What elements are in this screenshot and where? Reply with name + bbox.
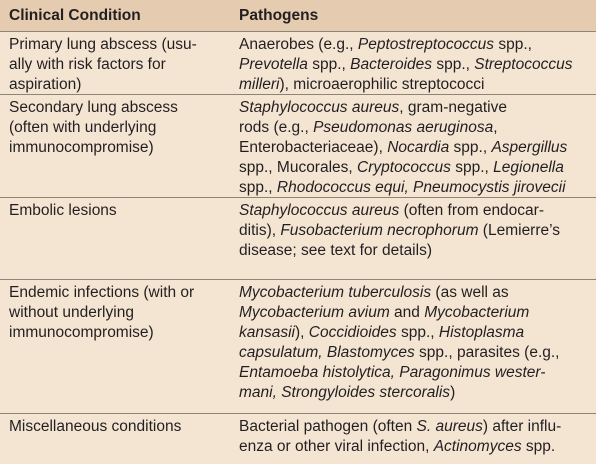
text: ,	[493, 119, 498, 136]
header-pathogens: Pathogens	[239, 7, 319, 24]
table-header	[0, 0, 596, 32]
italic-text: Histoplasma	[438, 324, 525, 341]
cell-line	[9, 303, 231, 323]
table-row	[0, 280, 596, 414]
table-row	[0, 95, 596, 198]
cell-line	[9, 35, 231, 55]
italic-text: Legionella	[493, 159, 564, 176]
cell-line	[239, 98, 591, 118]
condition-cell	[9, 201, 231, 221]
cell-line	[239, 178, 591, 198]
condition-cell	[9, 283, 231, 343]
italic-text: Coccidioides	[308, 324, 397, 341]
text: spp.,	[307, 56, 351, 73]
pathogens-cell	[239, 417, 591, 457]
italic-text: Rhodococcus equi, Pneumocystis jirovecii	[276, 179, 566, 196]
cell-line	[9, 417, 231, 437]
italic-text: kansasii	[239, 324, 295, 341]
cell-line	[239, 323, 591, 343]
cell-line	[239, 201, 591, 221]
cell-line	[239, 437, 591, 457]
italic-text: Mycobacterium tuberculosis	[239, 284, 432, 301]
pathogens-cell	[239, 98, 591, 198]
table-row	[0, 198, 596, 280]
italic-text: Nocardia	[387, 139, 450, 156]
cell-line	[239, 343, 591, 363]
italic-text: Actinomyces	[433, 438, 522, 455]
italic-text: Aspergillus	[491, 139, 568, 156]
italic-text: Cryptococcus	[357, 159, 451, 176]
text: aspiration)	[9, 76, 82, 93]
italic-text: Streptococcus	[474, 56, 573, 73]
text: spp.,	[239, 179, 277, 196]
table-row	[0, 32, 596, 95]
text: without underlying	[9, 304, 134, 321]
text: spp.,	[449, 139, 492, 156]
text: spp., parasites (e.g.,	[414, 344, 560, 361]
text: rods (e.g.,	[239, 119, 314, 136]
table-row	[0, 414, 596, 464]
italic-text: Mycobacterium avium	[239, 304, 390, 321]
italic-text: S. aureus	[416, 418, 483, 435]
cell-line	[9, 55, 231, 75]
cell-line	[9, 118, 231, 138]
cell-line	[239, 417, 591, 437]
italic-text: Fusobacterium necrophorum	[280, 222, 479, 239]
text: Endemic infections (with or	[9, 284, 195, 301]
italic-text: Staphylococcus aureus	[239, 202, 400, 219]
cell-line	[9, 323, 231, 343]
italic-text: Staphylococcus aureus	[239, 99, 400, 116]
condition-cell	[9, 417, 231, 437]
cell-line	[239, 55, 591, 75]
cell-line	[9, 98, 231, 118]
cell-line	[9, 283, 231, 303]
text: ditis),	[239, 222, 281, 239]
italic-text: mani, Strongyloides stercoralis	[239, 384, 451, 401]
pathogens-cell	[239, 283, 591, 403]
pathogens-cell	[239, 201, 591, 261]
cell-line	[9, 201, 231, 221]
italic-text: capsulatum, Blastomyces	[239, 344, 415, 361]
italic-text: Prevotella	[239, 56, 308, 73]
text: (often with underlying	[9, 119, 157, 136]
pathogens-cell	[239, 35, 591, 95]
text: ), microaerophilic streptococci	[279, 76, 485, 93]
cell-line	[9, 75, 231, 95]
text: spp.,	[494, 36, 532, 53]
italic-text: Bacteroides	[350, 56, 433, 73]
cell-line	[239, 241, 591, 261]
header-clinical-condition: Clinical Condition	[9, 7, 141, 24]
text: spp.	[521, 438, 556, 455]
text: spp.,	[450, 159, 494, 176]
text: Bacterial pathogen (often	[239, 418, 417, 435]
text: ally with risk factors for	[9, 56, 166, 73]
condition-cell	[9, 98, 231, 158]
text: and	[389, 304, 425, 321]
italic-text: Peptostreptococcus	[357, 36, 495, 53]
cell-line	[239, 75, 591, 95]
text: Secondary lung abscess	[9, 99, 178, 116]
text: ) after influ-	[482, 418, 562, 435]
text: (Lemierre’s	[478, 222, 561, 239]
text: Enterobacteriaceae),	[239, 139, 388, 156]
cell-line	[239, 221, 591, 241]
cell-line	[239, 283, 591, 303]
cell-line	[239, 158, 591, 178]
italic-text: Entamoeba histolytica, Paragonimus wester-	[239, 364, 546, 381]
italic-text: Mycobacterium	[424, 304, 530, 321]
text: (as well as	[431, 284, 509, 301]
text: Embolic lesions	[9, 202, 117, 219]
italic-text: milleri	[239, 76, 280, 93]
italic-text: Pseudomonas aeruginosa	[313, 119, 494, 136]
text: spp.,	[396, 324, 439, 341]
text: Anaerobes (e.g.,	[239, 36, 358, 53]
cell-line	[239, 303, 591, 323]
text: Primary lung abscess (usu-	[9, 36, 197, 53]
cell-line	[239, 138, 591, 158]
cell-line	[239, 35, 591, 55]
cell-line	[9, 138, 231, 158]
cell-line	[239, 363, 591, 383]
text: , gram-negative	[399, 99, 507, 116]
text: immunocompromise)	[9, 139, 154, 156]
condition-cell	[9, 35, 231, 95]
text: enza or other viral infection,	[239, 438, 434, 455]
text: disease; see text for details)	[239, 242, 432, 259]
text: ),	[295, 324, 309, 341]
text: spp.,	[432, 56, 475, 73]
text: immunocompromise)	[9, 324, 154, 341]
text: )	[450, 384, 456, 401]
text: Miscellaneous conditions	[9, 418, 182, 435]
text: spp., Mucorales,	[239, 159, 358, 176]
cell-line	[239, 118, 591, 138]
text: (often from endocar-	[399, 202, 544, 219]
cell-line	[239, 383, 591, 403]
